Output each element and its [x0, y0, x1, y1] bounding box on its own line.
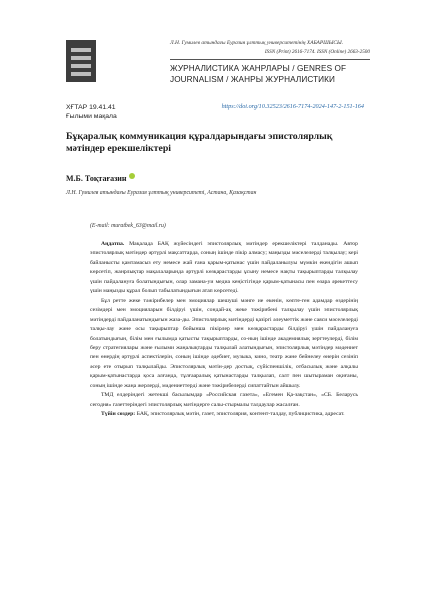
- author-name: М.Б. Тоқтағазин: [66, 174, 127, 183]
- abstract-text-1: Мақалада БАҚ жүйесіндегі эпистолярлық мәтіндер ерекшеліктері талданады. Автор эпистолярлық мәтіндер әртүрлі мақсаттарда, соның ішінде пікір алмасу; маңызды мәселелерді талқылау; кері байланысты қамтамасыз ету немесе жай ғана қарым-қатынас үшін пайдаланылуы мүмкін екендігін ашып көрсетіп, жанрлықтар мақалаларында әртүрлі көзқарастарды ұсыну немесе нақты тақырыптарды талқылау үшін пайдалануға болатындығын, олар замана-уи медиа кеңістігінде қарым-қатынасы пен өзара әрекеттесу үшін маңызды құрал болып табылатындығын атап көрсетеді.: [90, 241, 358, 295]
- orcid-icon[interactable]: [129, 173, 135, 179]
- journal-title-line1: ЖУРНАЛИСТИКА ЖАНРЛАРЫ / GENRES OF: [170, 63, 347, 73]
- abstract-paragraph-3: ТМД елдеріндегі жетекші басылымдар «Российская газета», «Егемен Қа-зақстан», «СБ. Беларусь сегодня» газеттеріндегі эпистолярлық мәтіндерге салы-стырмалы талдаулар жасалған.: [90, 392, 358, 408]
- article-type: Ғылыми мақала: [66, 113, 117, 120]
- keywords: [90, 410, 358, 419]
- article-title: [66, 131, 366, 155]
- abstract: [90, 240, 358, 420]
- affiliation: Л.Н. Гумилев атындағы Еуразия ұлттық университеті, Астана, Қазақстан: [66, 190, 257, 196]
- article-code: ХҒТАР 19.41.41: [66, 104, 116, 111]
- university-logo: [66, 40, 96, 82]
- title-line2: мәтіндер ерекшеліктері: [66, 143, 172, 154]
- doi-link[interactable]: https://doi.org/10.32523/2616-7174-2024-147-2-151-164: [221, 103, 364, 110]
- title-line1: Бұқаралық коммуникация құралдарындағы эпистолярлық: [66, 131, 333, 142]
- issn: ISSN (Print) 2616-7174. ISSN (Online) 2663-2500: [264, 48, 370, 55]
- abstract-label: Аңдатпа.: [101, 241, 125, 247]
- article-meta: [66, 103, 117, 121]
- header-rule: [170, 59, 370, 60]
- journal-header: [170, 40, 370, 86]
- abstract-paragraph-1: [90, 240, 358, 297]
- university-name: Л.Н. Гумилев атындағы Еуразия ұлттық университетінің ХАБАРШЫСЫ.: [170, 40, 344, 46]
- author-email: (E-mail: muratbek_63@mail.ru): [90, 223, 166, 229]
- keywords-label: Түйін сөздер:: [101, 411, 136, 418]
- author-block: [66, 173, 135, 183]
- journal-title-line2: JOURNALISM / ЖАНРЫ ЖУРНАЛИСТИКИ: [170, 75, 336, 84]
- abstract-paragraph-2: Бұл ретте жеке тәжірибелер мен эмоциялар шешуші мәнге ие екенін, көпте-ген адамдар өздерінің сезімдері мен эмоцияларын білдіруі үшін, сондай-ақ жеке тәжірибені талқылау үшін эпистолярлық мәтіндерді пайдаланатындығын жаза-ды. Эпистолярлық мәтіндерді қазіргі әлеуметтік және саяси мәселелерді талқы-лау және осы тақырыптар бойынша пікірлер мен көзқарастарды білдіруі үшін пайдалануға болатындығын, білім мен ғылымда қатысты тақырыптарды, со-ның ішінде академиялық зерттеулерді, білім беру стратегиялары және ғылыми жаңалықтарды талқылай алатындығын, эпистолярлық мәтіндер мәдениет пен өнердің әртүрлі аспектілерін, соның ішінде әдебиет, музыка, кино, театр және бейнелеу өнерін сезініп әсер ете отырып талқылайды. Эпистолярлық мәтін-дер достық, сүйіспеншілік, отбасылық және алқалы қарым-қатынастарда қоса алғанда, тұлғааралық қатынастарды талқылап, салт пен шытыраман оқиғаны, соның ішінде жаңа жерлерді, мәдениеттерді және тәжірибелерді сипаттайтын айшылу.: [90, 297, 358, 389]
- keywords-text: БАҚ, эпистолярлық мәтін, газет, эпистолярия, контент-талдау, публицистика, адресат.: [136, 411, 345, 418]
